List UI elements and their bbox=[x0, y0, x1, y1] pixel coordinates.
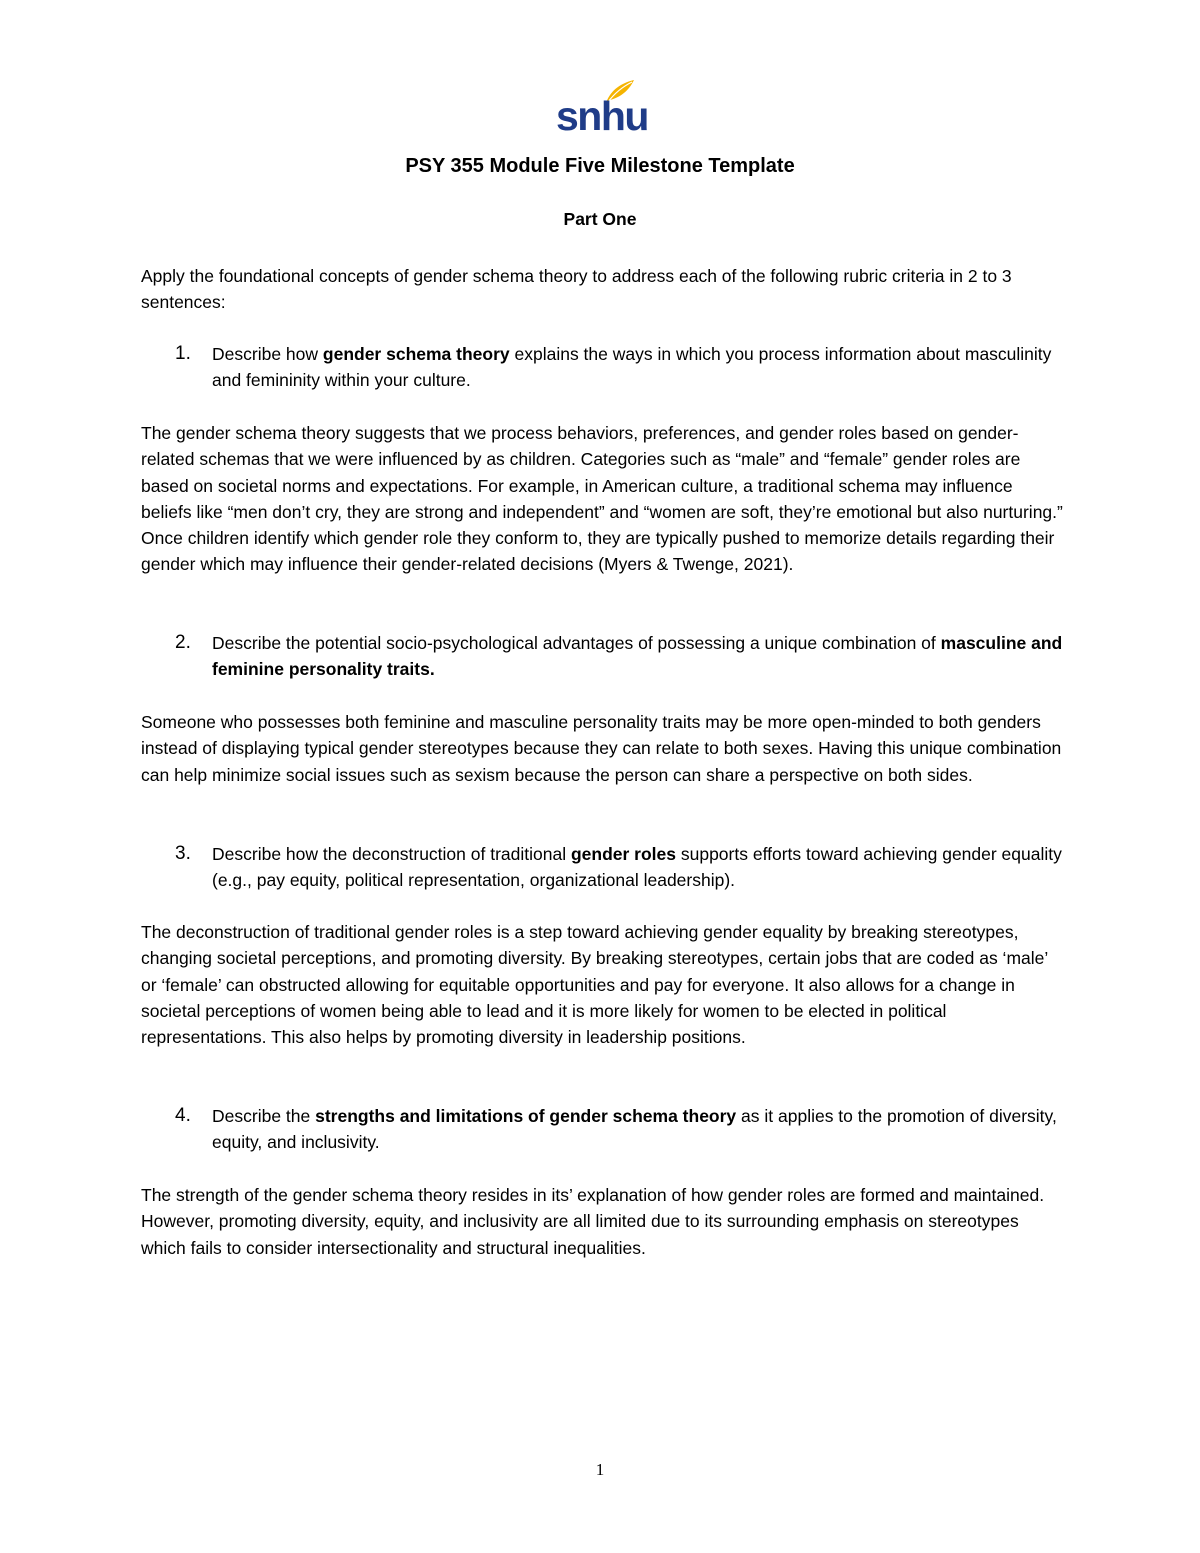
question-text: Describe how gender schema theory explains the ways in which you process information about masculinity and femininity within your culture. bbox=[212, 344, 1052, 391]
answer-1: The gender schema theory suggests that we process behaviors, preferences, and gender roles based on gender-related schemas that we were influenced by as children. Categories such as “male” and “female” gender roles are based on societal norms and expectations. For example, in American culture, a traditional schema may influence beliefs like “men don’t cry, they are strong and independent” and “women are soft, they’re emotional but also nurturing.” Once children identify which gender role they conform to, they are typically pushed to memorize details regarding their gender which may influence their gender-related decisions (Myers & Twenge, 2021). bbox=[141, 423, 1063, 575]
answer-3: The deconstruction of traditional gender roles is a step toward achieving gender equality by breaking stereotypes, changing societal perceptions, and promoting diversity. By breaking stereotypes, certain jobs that are coded as ‘male’ or ‘female’ can obstructed allowing for equitable opportunities and pay for everyone. It also allows for a change in societal perceptions of women being able to lead and it is more likely for women to be elected in political representations. This also helps by promoting diversity in leadership positions. bbox=[141, 922, 1048, 1048]
answer-2: Someone who possesses both feminine and masculine personality traits may be more open-minded to both genders instead of displaying typical gender stereotypes because they can relate to both sexes. Having this unique combination can help minimize social issues such as sexism because the person can share a perspective on both sides. bbox=[141, 712, 1062, 785]
question-4 bbox=[141, 1103, 1066, 1156]
question-number: 4. bbox=[175, 1105, 191, 1126]
document-title: PSY 355 Module Five Milestone Template bbox=[405, 155, 795, 177]
intro-paragraph: Apply the foundational concepts of gender schema theory to address each of the following rubric criteria in 2 to 3 sentences: bbox=[141, 266, 1012, 313]
question-number: 3. bbox=[175, 843, 191, 864]
page-number: 1 bbox=[595, 1460, 605, 1479]
question-number: 1. bbox=[175, 343, 191, 364]
logo-wordmark: snhu bbox=[556, 93, 648, 139]
question-number: 2. bbox=[175, 632, 191, 653]
question-text: Describe the strengths and limitations of gender schema theory as it applies to the promotion of diversity, equity, and inclusivity. bbox=[212, 1106, 1057, 1153]
question-1 bbox=[141, 341, 1066, 394]
question-2 bbox=[141, 630, 1066, 683]
question-text: Describe how the deconstruction of traditional gender roles supports efforts toward achieving gender equality (e.g., pay equity, political representation, organizational leadership). bbox=[212, 844, 1062, 891]
question-text: Describe the potential socio-psychological advantages of possessing a unique combination of masculine and feminine personality traits. bbox=[212, 633, 1063, 680]
snhu-logo bbox=[556, 78, 648, 139]
part-heading: Part One bbox=[563, 209, 637, 229]
answer-4: The strength of the gender schema theory resides in its’ explanation of how gender roles are formed and maintained. However, promoting diversity, equity, and inclusivity are all limited due to its surrounding emphasis on stereotypes which fails to consider intersectionality and structural inequalities. bbox=[141, 1185, 1045, 1258]
question-3 bbox=[141, 841, 1066, 894]
